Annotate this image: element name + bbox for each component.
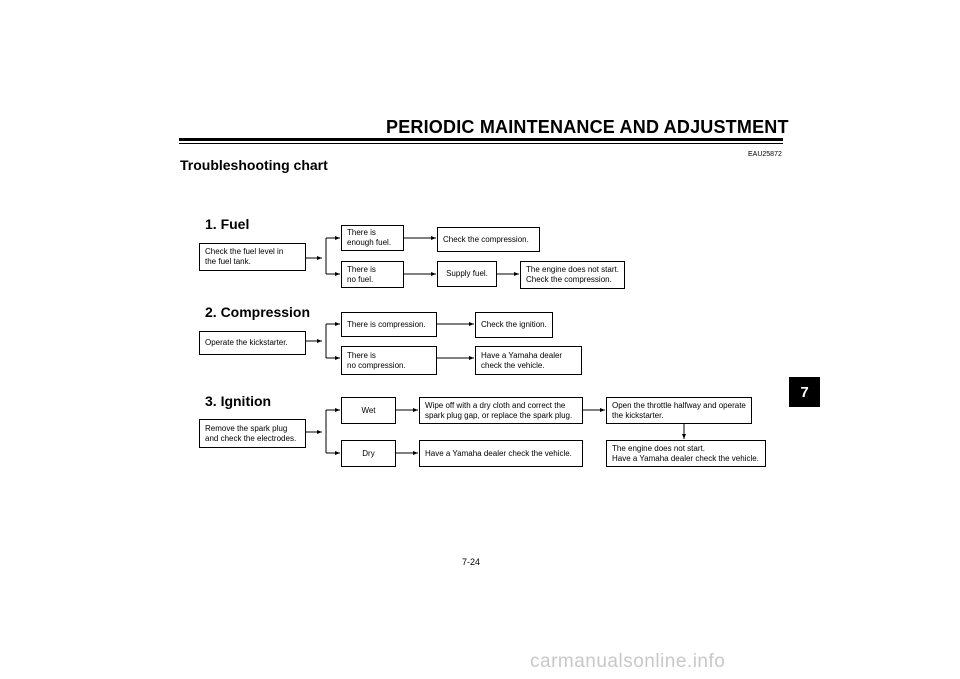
compression-no-result-box: Have a Yamaha dealer check the vehicle. bbox=[475, 346, 582, 375]
compression-yes-box: There is compression. bbox=[341, 312, 437, 337]
fuel-supply-box: Supply fuel. bbox=[437, 261, 497, 287]
ignition-wet-result-box: Open the throttle halfway and operate the kickstarter. bbox=[606, 397, 752, 424]
ignition-wet-action-box: Wipe off with a dry cloth and correct the spark plug gap, or replace the spark plug. bbox=[419, 397, 583, 424]
page-header-title: PERIODIC MAINTENANCE AND ADJUSTMENT bbox=[386, 117, 789, 137]
fuel-heading: 1. Fuel bbox=[205, 216, 250, 232]
ignition-heading: 3. Ignition bbox=[205, 393, 272, 409]
document-code: EAU25872 bbox=[748, 151, 782, 158]
compression-yes-result-box: Check the ignition. bbox=[475, 312, 553, 338]
compression-heading: 2. Compression bbox=[205, 304, 311, 320]
compression-no-box: There is no compression. bbox=[341, 346, 437, 375]
fuel-none-result-box: The engine does not start. Check the compression. bbox=[520, 261, 625, 289]
page-number: 7-24 bbox=[462, 557, 481, 567]
fuel-start-box: Check the fuel level in the fuel tank. bbox=[199, 243, 306, 271]
ignition-dry-result-box: Have a Yamaha dealer check the vehicle. bbox=[419, 440, 583, 467]
fuel-enough-result-box: Check the compression. bbox=[437, 227, 540, 252]
ignition-wet-box: Wet bbox=[341, 397, 396, 424]
fuel-none-box: There is no fuel. bbox=[341, 261, 404, 288]
fuel-enough-box: There is enough fuel. bbox=[341, 225, 404, 251]
chapter-tab: 7 bbox=[789, 377, 820, 407]
section-title: Troubleshooting chart bbox=[180, 157, 328, 173]
compression-start-box: Operate the kickstarter. bbox=[199, 331, 306, 355]
watermark: carmanualsonline.info bbox=[530, 651, 726, 672]
ignition-dry-box: Dry bbox=[341, 440, 396, 467]
ignition-wet-fail-box: The engine does not start. Have a Yamaha dealer check the vehicle. bbox=[606, 440, 766, 467]
ignition-start-box: Remove the spark plug and check the electrodes. bbox=[199, 419, 306, 448]
